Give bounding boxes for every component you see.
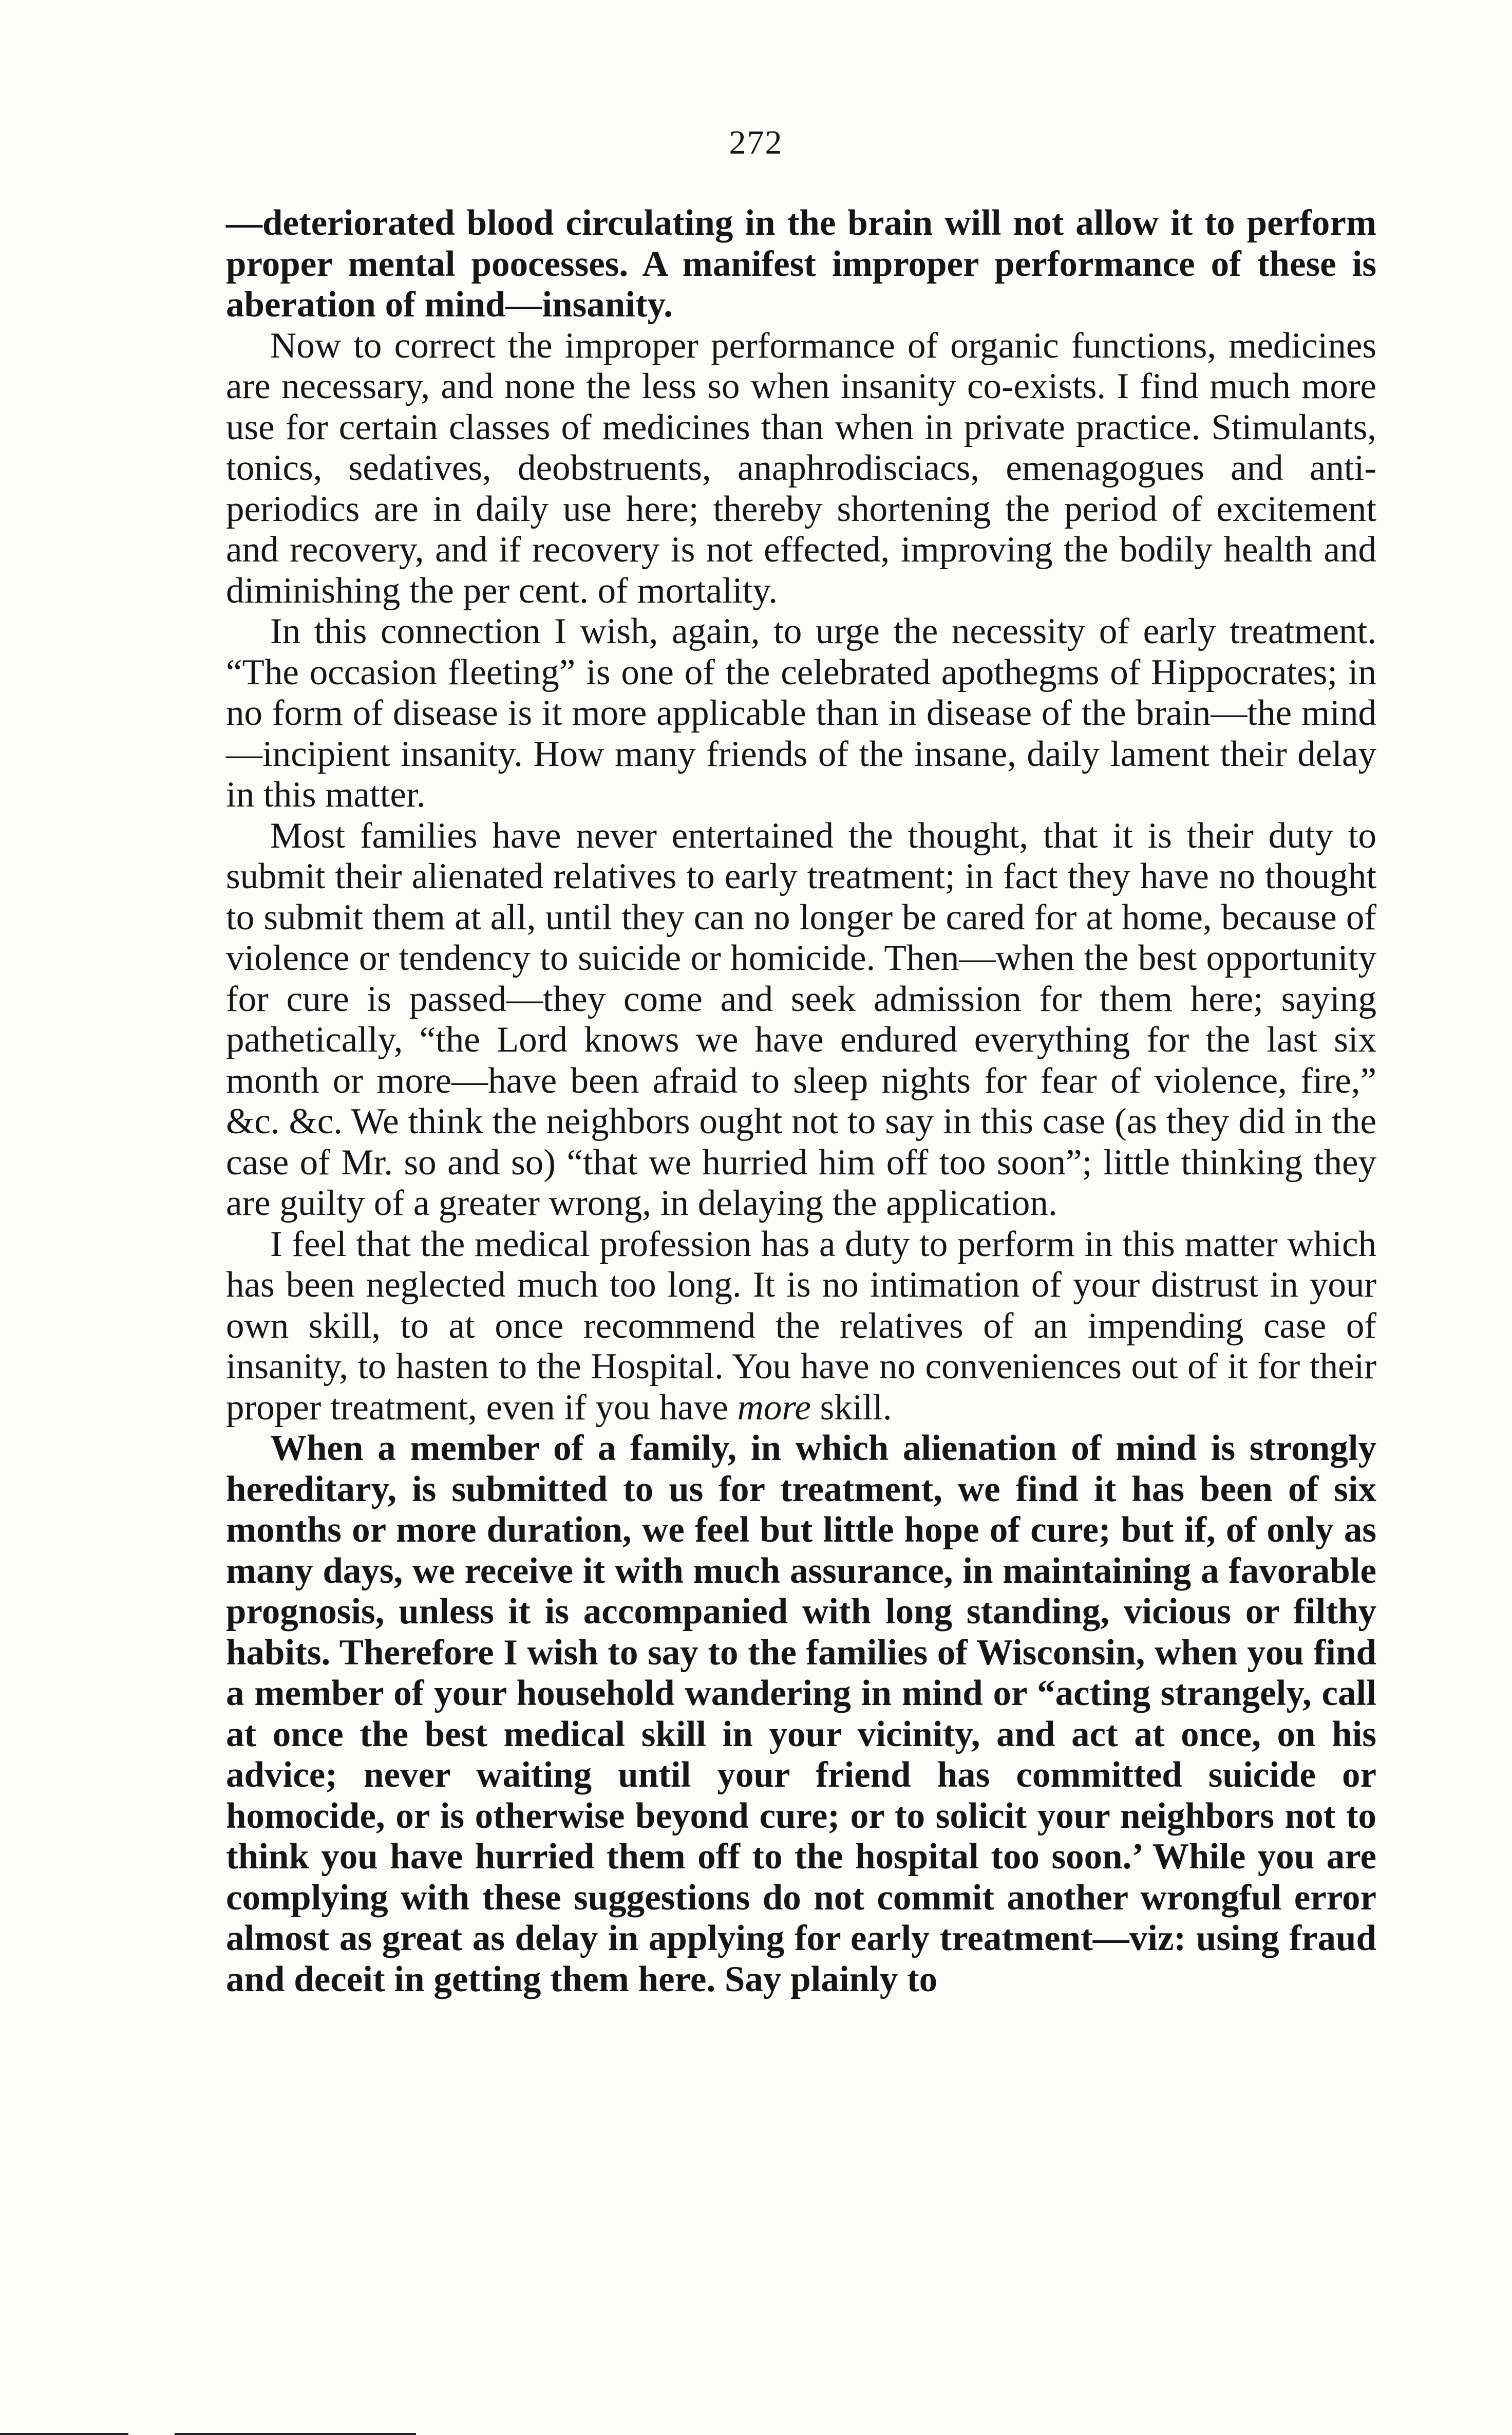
paragraph-2: Now to correct the improper performance of organic functions, medicines are necessary, and none the less so when insanity co-exists. I find much more use for certain classes of medicines than when in private practice. Stimulants, tonics, sedatives, deobstruents, anaphrodisciacs, emenagogues and anti-periodics are in daily use here; thereby shortening the period of excitement and recovery, and if recovery is not effected, improving the bodily health and diminishing the per cent. of mortality.: [226, 325, 1376, 611]
paragraph-5-emphasis: more: [737, 1387, 811, 1428]
paragraph-5: [226, 1224, 1376, 1429]
page-number: 272: [729, 124, 783, 161]
edge-rule: [0, 2433, 128, 2435]
paragraph-5-text: I feel that the medical profession has a duty to perform in this matter which has been neglected much too long. It is no intimation of your distrust in your own skill, to at once recommend the relatives of an impending case of insanity, to hasten to the Hospital. You have no conveniences out of it for their proper treatment, even if you have: [226, 1224, 1376, 1428]
paragraph-1: —deteriorated blood circulating in the brain will not allow it to perform proper mental poocesses. A manifest improper performance of these is aberation of mind—insanity.: [226, 203, 1376, 325]
paragraph-6: When a member of a family, in which alienation of mind is strongly hereditary, is submitted to us for treatment, we find it has been of six months or more duration, we feel but little hope of cure; but if, of only as many days, we receive it with much assurance, in maintaining a favorable prognosis, unless it is accompanied with long standing, vicious or filthy habits. Therefore I wish to say to the families of Wisconsin, when you find a member of your household wandering in mind or “acting strangely, call at once the best medical skill in your vicinity, and act at once, on his advice; never waiting until your friend has committed suicide or homocide, or is otherwise beyond cure; or to solicit your neighbors not to think you have hurried them off to the hospital too soon.’ While you are complying with these suggestions do not commit another wrongful error almost as great as delay in applying for early treatment—viz: using fraud and deceit in getting them here. Say plainly to: [226, 1428, 1376, 1999]
body-text: [226, 203, 1376, 2000]
paragraph-5-end: skill.: [810, 1387, 892, 1428]
paragraph-3: In this connection I wish, again, to urge the necessity of early treatment. “The occasion fleeting” is one of the celebrated apothegms of Hippocrates; in no form of disease is it more applicable than in disease of the brain—the mind—incipient insanity. How many friends of the insane, daily lament their delay in this matter.: [226, 611, 1376, 815]
paragraph-4: Most families have never entertained the thought, that it is their duty to submit their alienated relatives to early treatment; in fact they have no thought to submit them at all, until they can no longer be cared for at home, because of violence or tendency to suicide or homicide. Then—when the best opportunity for cure is passed—they come and seek admission for them here; saying pathetically, “the Lord knows we have endured everything for the last six month or more—have been afraid to sleep nights for fear of violence, fire,” &c. &c. We think the neighbors ought not to say in this case (as they did in the case of Mr. so and so) “that we hurried him off too soon”; little thinking they are guilty of a greater wrong, in delaying the application.: [226, 815, 1376, 1223]
footer-rule: [175, 2433, 416, 2435]
